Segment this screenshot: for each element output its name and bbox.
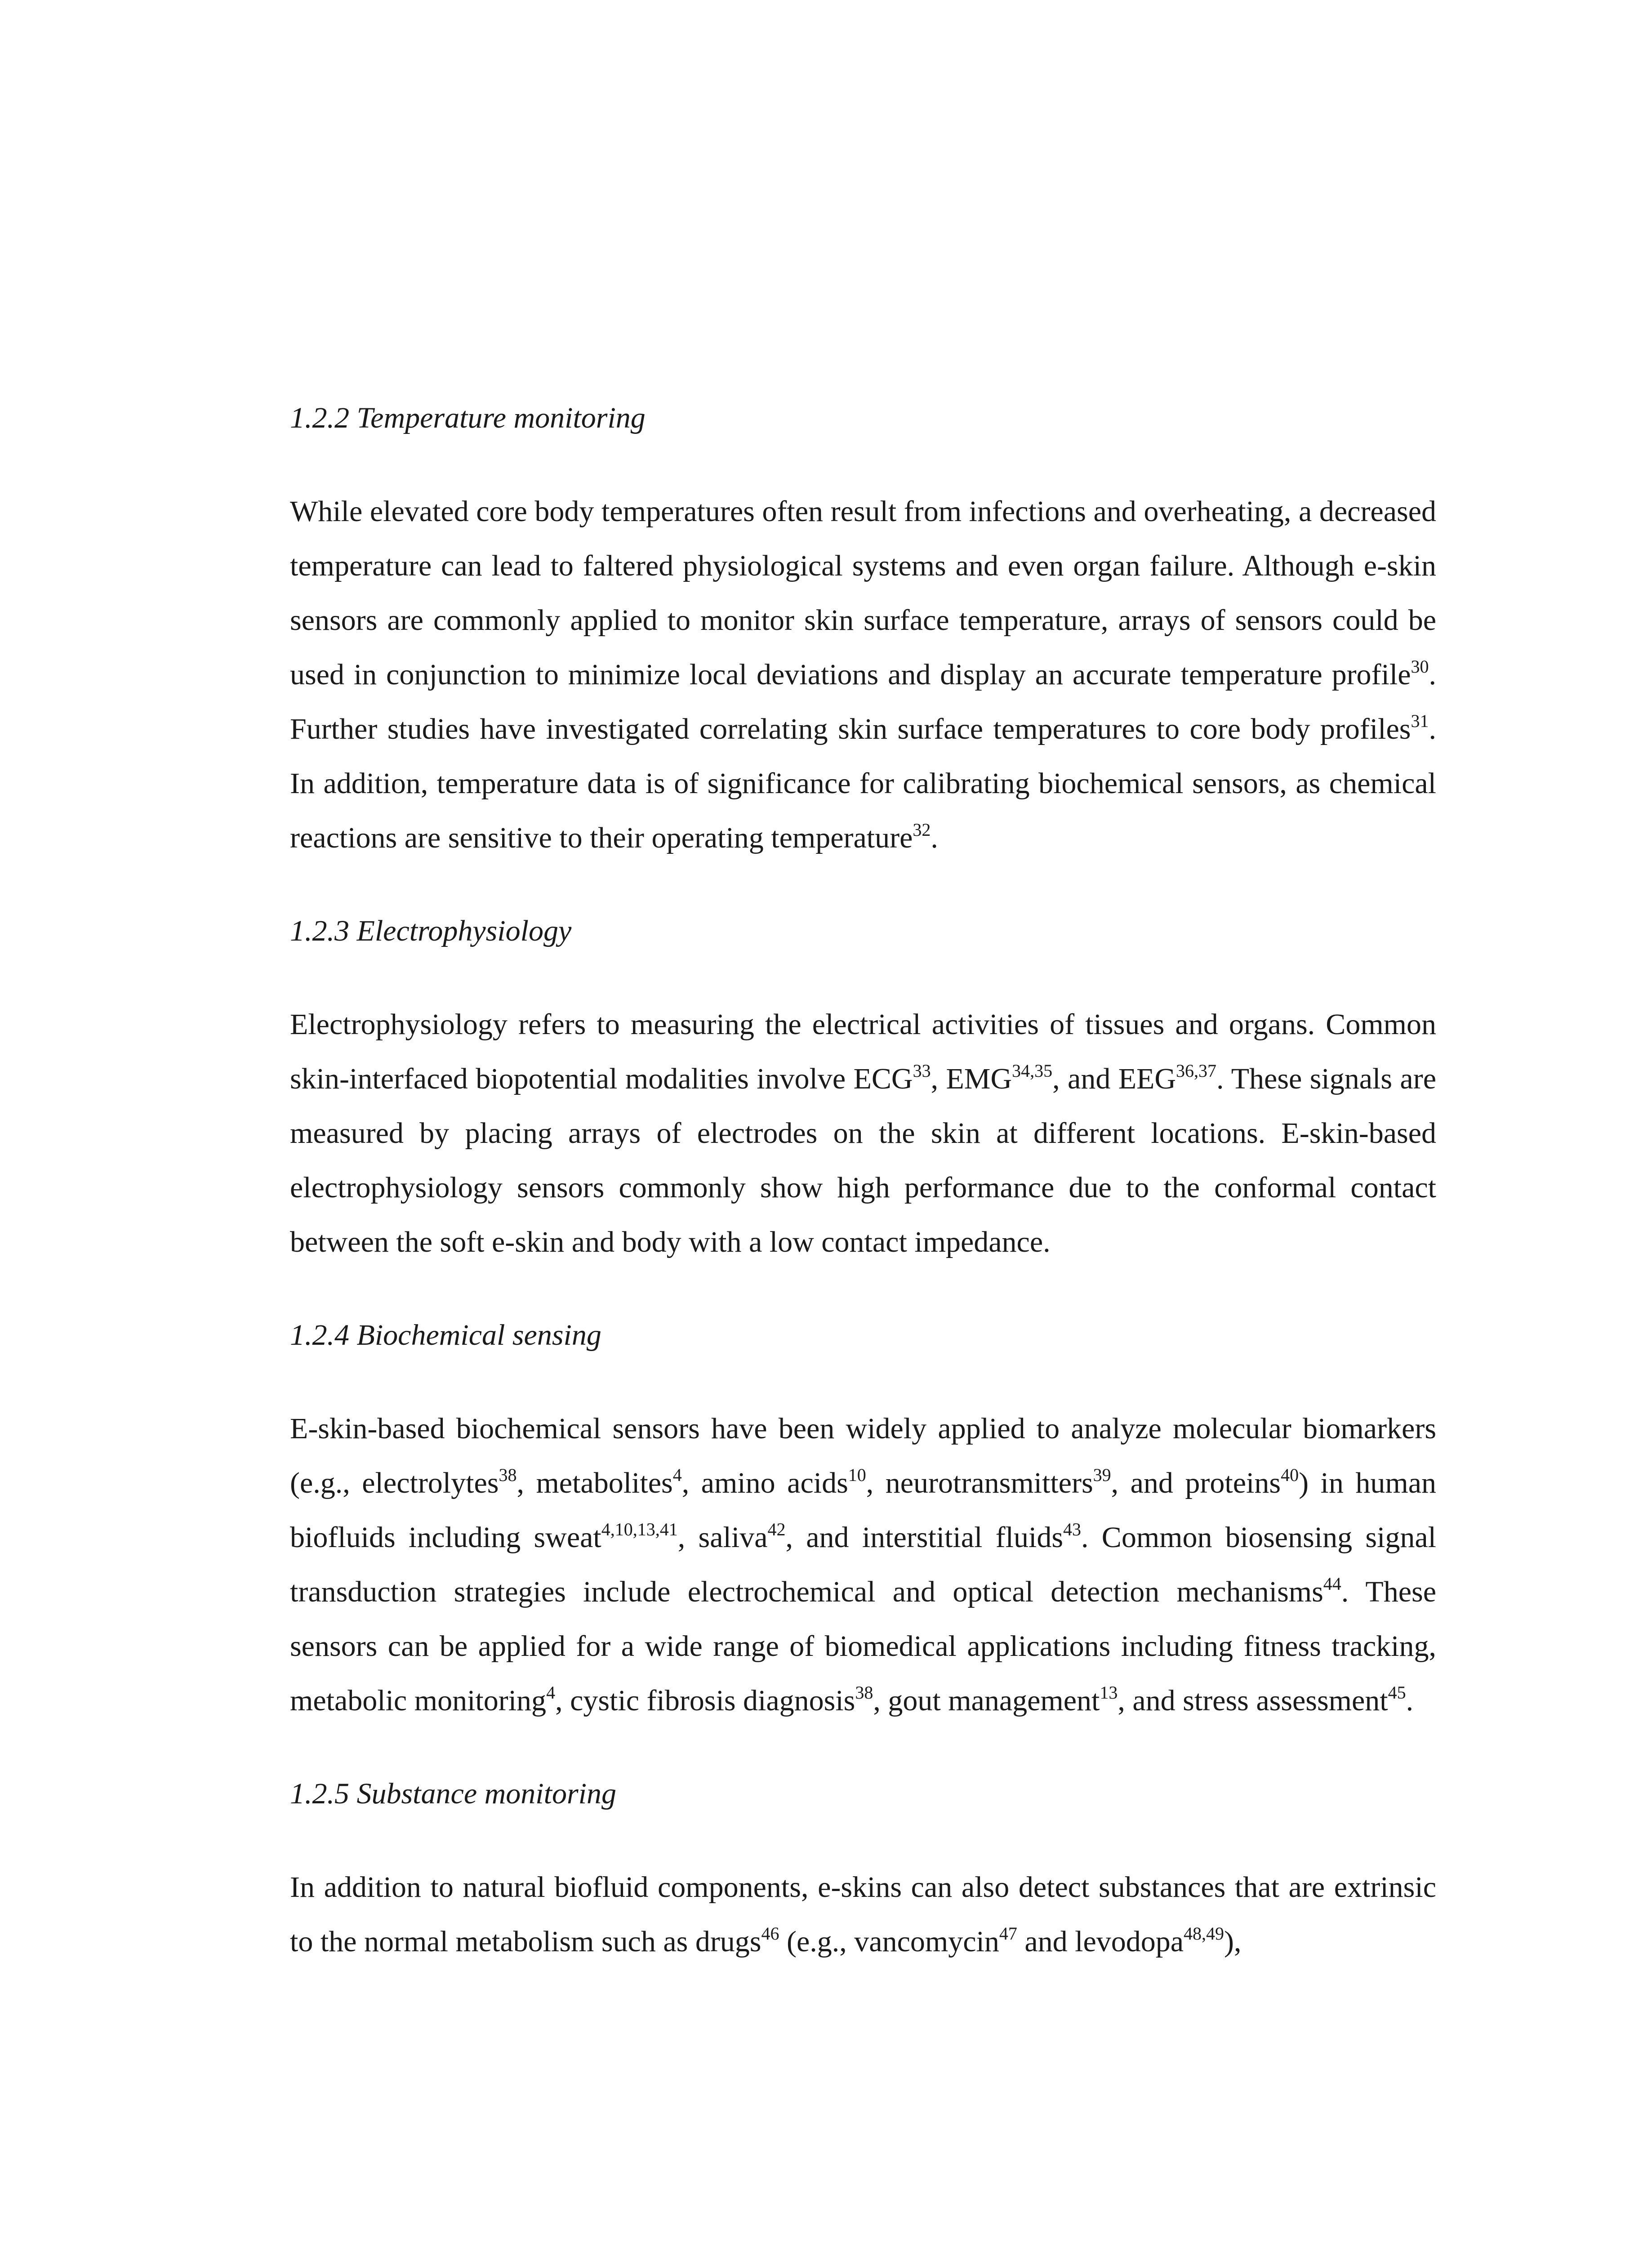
text-run: . [931,821,938,854]
citation-superscript: 48,49 [1184,1923,1225,1944]
paragraph-substance-monitoring [290,1860,1436,1969]
text-run: . These sensors can be applied for a wide range of biomedical applications including fitness tracking, metabolic monitoring [290,1575,1436,1717]
citation-superscript: 44 [1323,1574,1341,1594]
text-run: ), [1224,1925,1242,1958]
section-heading-temperature-monitoring: 1.2.2 Temperature monitoring [290,401,646,434]
citation-superscript: 32 [913,820,931,840]
section-heading-biochemical-sensing: 1.2.4 Biochemical sensing [290,1319,601,1351]
citation-superscript: 30 [1411,656,1429,677]
citation-superscript: 33 [913,1061,931,1081]
text-run: E-skin-based biochemical sensors have been widely applied to analyze molecular biomarkers (e.g., electrolytes [290,1412,1436,1499]
citation-superscript: 45 [1388,1682,1406,1703]
text-run: While elevated core body temperatures often result from infections and overheating, a decreased temperature can lead to faltered physiological systems and even organ failure. Although e-skin sensors are commonly applied to monitor skin surface temperature, arrays of sensors could be used in conjunction to minimize local deviations and display an accurate temperature profile [290,495,1436,691]
citation-superscript: 38 [499,1465,517,1485]
paragraph-biochemical-sensing [290,1401,1436,1728]
text-run: , amino acids [681,1467,848,1499]
text-run: , saliva [677,1521,768,1554]
citation-superscript: 31 [1411,711,1429,731]
citation-superscript: 47 [999,1923,1017,1944]
text-run: . Common biosensing signal transduction strategies include electrochemical and optical detection mechanisms [290,1521,1436,1608]
paragraph-electrophysiology [290,997,1436,1269]
citation-superscript: 36,37 [1176,1061,1217,1081]
section-heading-electrophysiology: 1.2.3 Electrophysiology [290,914,572,947]
section-heading-substance-monitoring: 1.2.5 Substance monitoring [290,1777,616,1810]
text-run: Electrophysiology refers to measuring the electrical activities of tissues and organs. Common skin-interfaced biopotential modalities involve ECG [290,1008,1436,1095]
citation-superscript: 4,10,13,41 [601,1519,678,1539]
text-run: ) in human biofluids including sweat [290,1467,1436,1554]
text-run: , and EEG [1052,1062,1176,1095]
citation-superscript: 42 [767,1519,786,1539]
citation-superscript: 34,35 [1012,1061,1053,1081]
citation-superscript: 40 [1281,1465,1299,1485]
text-run: , neurotransmitters [866,1467,1093,1499]
citation-superscript: 4 [672,1465,682,1485]
text-run: (e.g., vancomycin [779,1925,999,1958]
text-run: , and interstitial fluids [785,1521,1064,1554]
citation-superscript: 39 [1093,1465,1111,1485]
text-run: . These signals are measured by placing arrays of electrodes on the skin at different locations. E-skin-based electrophysiology sensors commonly show high performance due to the conformal contact between the soft e-skin and body with a low contact impedance. [290,1062,1436,1258]
document-body [290,398,1436,2015]
text-run: , cystic fibrosis diagnosis [555,1684,855,1717]
text-run: In addition to natural biofluid components, e-skins can also detect substances that are extrinsic to the normal metabolism such as drugs [290,1871,1436,1958]
text-run: . [1406,1684,1414,1717]
citation-superscript: 10 [848,1465,866,1485]
text-run: . In addition, temperature data is of significance for calibrating biochemical sensors, as chemical reactions are sensitive to their operating temperature [290,713,1436,854]
text-run: , and stress assessment [1118,1684,1388,1717]
citation-superscript: 4 [546,1682,556,1703]
paragraph-temperature-monitoring [290,484,1436,865]
text-run: , and proteins [1111,1467,1281,1499]
citation-superscript: 13 [1100,1682,1118,1703]
text-run: . Further studies have investigated correlating skin surface temperatures to core body profiles [290,658,1436,745]
citation-superscript: 46 [761,1923,779,1944]
citation-superscript: 43 [1063,1519,1082,1539]
text-run: , gout management [873,1684,1100,1717]
text-run: , metabolites [517,1467,673,1499]
text-run: , EMG [931,1062,1012,1095]
citation-superscript: 38 [855,1682,873,1703]
text-run: and levodopa [1017,1925,1184,1958]
